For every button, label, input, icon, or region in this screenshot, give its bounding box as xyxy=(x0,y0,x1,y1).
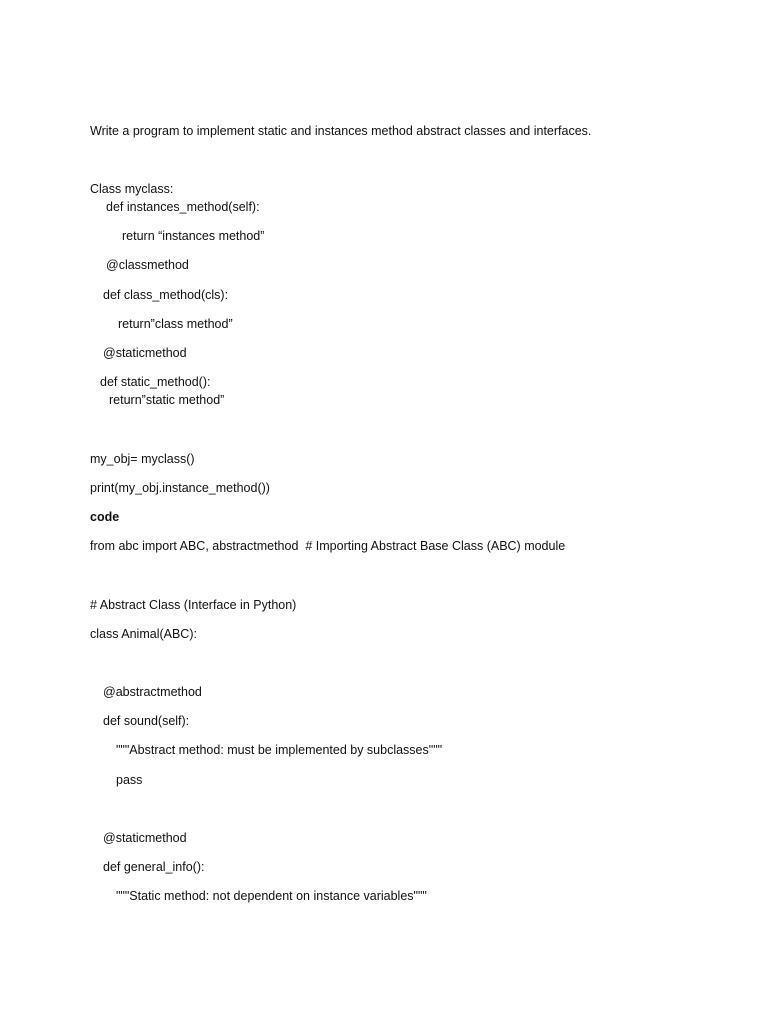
code-line-def-general: def general_info(): xyxy=(103,860,205,874)
code-line-decorator-abstract: @abstractmethod xyxy=(103,685,202,699)
code-line-doc-static: """Static method: not dependent on instance variables""" xyxy=(116,889,427,903)
code-line-decorator-static: @staticmethod xyxy=(103,831,187,845)
code-line-obj-assign: my_obj= myclass() xyxy=(90,452,195,466)
task-title: Write a program to implement static and instances method abstract classes and interfaces. xyxy=(90,124,592,138)
code-line-def-sound: def sound(self): xyxy=(103,714,190,728)
code-line-class-decl: Class myclass: xyxy=(90,182,174,196)
code-line-decorator-staticmethod: @staticmethod xyxy=(103,346,187,360)
code-line-print-call: print(my_obj.instance_method()) xyxy=(90,481,270,495)
code-line-def-instances: def instances_method(self): xyxy=(106,200,260,214)
code-line-return-static: return”static method” xyxy=(109,393,225,407)
code-line-decorator-classmethod: @classmethod xyxy=(106,258,189,272)
code-line-class-animal: class Animal(ABC): xyxy=(90,627,197,641)
code-line-return-class: return”class method” xyxy=(118,317,233,331)
code-line-doc-abstract: """Abstract method: must be implemented by subclasses""" xyxy=(116,743,443,757)
code-line-comment-abstract: # Abstract Class (Interface in Python) xyxy=(90,598,297,612)
code-heading: code xyxy=(90,510,120,524)
code-line-import: from abc import ABC, abstractmethod # Importing Abstract Base Class (ABC) module xyxy=(90,539,566,553)
code-line-pass: pass xyxy=(116,773,143,787)
code-line-def-static-method: def static_method(): xyxy=(100,375,211,389)
code-line-def-class-method: def class_method(cls): xyxy=(103,288,229,302)
code-line-return-instances: return “instances method” xyxy=(122,229,265,243)
